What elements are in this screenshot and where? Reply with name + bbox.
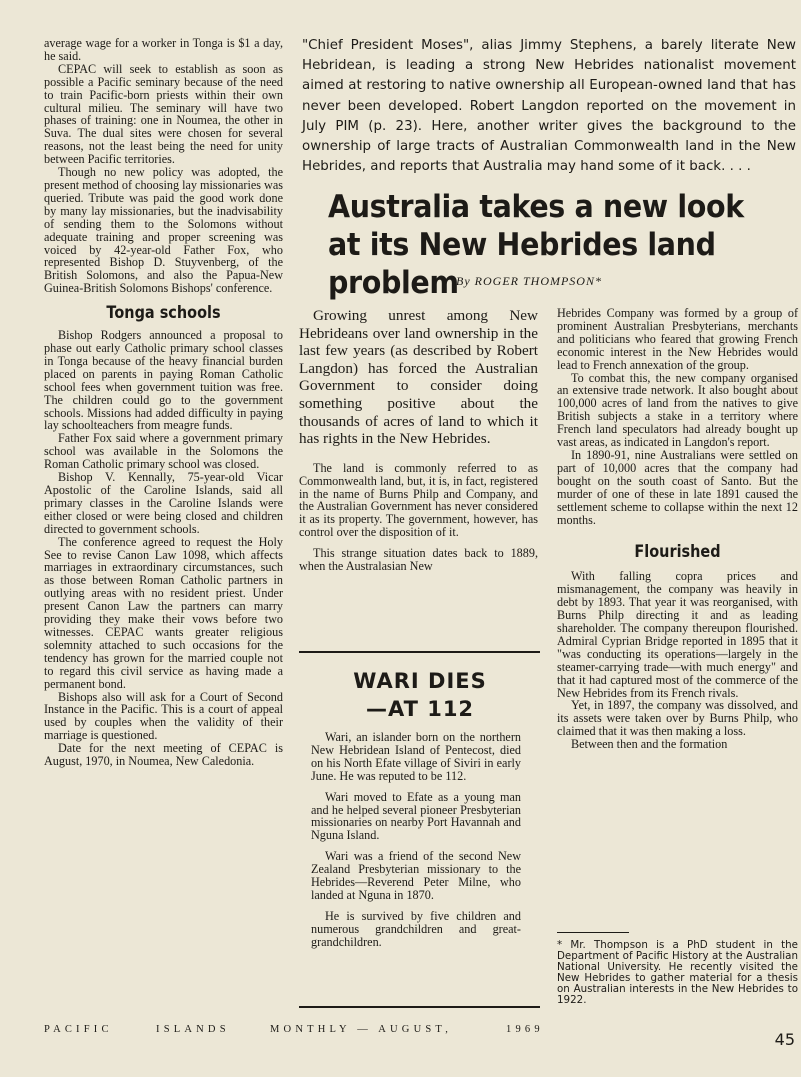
right-column-top — [557, 307, 798, 526]
article-paragraph: With falling copra prices and mismanagement, the company was heavily in debt by 1893. That year it was reorganised, with Burns Philp directing it and as leading shareholder. The company thereupon flourished. Admiral Cyprian Bridge reported in 1895 that it "was conducting its operations—largely in the steamer-carrying trade—with much energy" and that it had captured most of the commerce of the New Hebrides from its French rivals. — [557, 569, 798, 700]
wari-paragraph: Wari moved to Efate as a young man and he helped several pioneer Presbyterian missionaries on nearby Port Havannah and Nguna Island. — [311, 789, 521, 843]
wari-paragraph: Wari was a friend of the second New Zealand Presbyterian missionary to the Hebrides—Reverend Peter Milne, who landed at Nguna in 1870. — [311, 849, 521, 902]
middle-paragraphs — [299, 462, 538, 573]
article-paragraph: Yet, in 1897, the company was dissolved, and its assets were taken over by Burns Philp, who claimed that it was then making a loss. — [557, 698, 798, 739]
wari-title — [300, 667, 540, 723]
article-paragraph: To combat this, the new company organised an extensive trade network. It also bought about 100,000 acres of land from the natives to give British subjects a stake in a territory where French land speculators had already bought up vast areas, as indicated in Langdon's report. — [557, 370, 798, 450]
footer-pub-a: PACIFIC — [44, 1024, 113, 1035]
right-column — [557, 307, 798, 751]
right-column-bottom — [557, 570, 798, 751]
wari-bottom-rule — [299, 1006, 540, 1008]
left-column-bottom — [44, 329, 283, 768]
wari-paragraph: Wari, an islander born on the northern New Hebridean Island of Pentecost, died on his North Efate village of Siviri in early June. He was reputed to be 112. — [311, 730, 521, 783]
article-paragraph: This strange situation dates back to 1889, when the Australasian New — [299, 546, 538, 574]
article-paragraph: In 1890-91, nine Australians were settled on part of 10,000 acres that the company had bought on the south coast of Santo. But the murder of one of these in late 1891 caused the settlement scheme to collapse within the next 12 months. — [557, 447, 798, 527]
article-paragraph: Hebrides Company was formed by a group of prominent Australian Presbyterians, merchants and politicians who feared that growing French economic interest in the New Hebrides would lead to French annexation of the group. — [557, 306, 798, 372]
article-headline: Australia takes a new look at its New Hebrides land problem — [328, 189, 744, 301]
left-paragraph: CEPAC will seek to establish as soon as possible a Pacific seminary because of the need to train Pacific-born priests within their own cultural milieu. The seminary will have two phases of training: one in Noumea, the other in Suva. The dual sites were chosen for several reasons, not the least being the need for unity between Pacific territories. — [44, 61, 283, 167]
wari-top-rule — [299, 651, 540, 653]
left-column-top — [44, 37, 283, 295]
wari-body — [311, 731, 521, 957]
footer-pub-b: ISLANDS — [156, 1024, 230, 1035]
wari-title-line1: WARI DIES — [353, 669, 487, 693]
article-byline: By ROGER THOMPSON* — [456, 274, 602, 288]
left-paragraph: Bishops also will ask for a Court of Second Instance in the Pacific. This is a court of appeal used by couples when the validity of their marriage is questioned. — [44, 689, 283, 743]
article-kicker: "Chief President Moses", alias Jimmy Stephens, a barely literate New Hebridean, is leading a strong New Hebrides nationalist movement aimed at restoring to native ownership all European-owned land that has never been developed. Robert Langdon reported on the movement in July PIM (p. 23). Here, another writer gives the background to the ownership of large tracts of Australian Commonwealth land in the New Hebrides, and reports that Australia may hand some of it back. . . . — [302, 38, 796, 175]
left-paragraph: Though no new policy was adopted, the present method of choosing lay missionaries was queried. Tribute was paid the good work done by many lay missionaries, but the inadvisability of sending them to the Solomons without adequate training and proper screening was voiced by 42-year-old Father Fox, who represented Bishop D. Stuyvenberg, of the British Solomons, and also the Papua-New Guinea-British Solomons Bishops' conference. — [44, 165, 283, 296]
middle-column — [299, 307, 538, 581]
left-paragraph: Bishop V. Kennally, 75-year-old Vicar Apostolic of the Caroline Islands, said all primary classes in the Caroline Islands were either closed or were being closed and children directed to government schools. — [44, 470, 283, 536]
footer-pub-c: MONTHLY — AUGUST, — [270, 1024, 453, 1035]
left-paragraph: Date for the next meeting of CEPAC is August, 1970, in Noumea, New Caledonia. — [44, 741, 283, 769]
left-paragraph: Father Fox said where a government primary school was available in the Solomons the Roman Catholic primary school was closed. — [44, 431, 283, 472]
footer-year: 1969 — [506, 1024, 544, 1035]
footnote-text: * Mr. Thompson is a PhD student in the Department of Pacific History at the Australian National University. He recently visited the New Hebrides to gather material for a thesis on Australian interests in the New Hebrides to 1922. — [557, 939, 798, 1006]
wari-title-line2: —AT 112 — [365, 697, 475, 721]
left-column — [44, 37, 283, 768]
left-paragraph: average wage for a worker in Tonga is $1 a day, he said. — [44, 36, 283, 63]
left-paragraph: Bishop Rodgers announced a proposal to phase out early Catholic primary school classes in Tonga because of the heavy financial burden placed on parents in paying Roman Catholic school fees when government tuition was free. The children could go to the government schools. Missions had added difficulty in paying lay schoolteachers from meagre funds. — [44, 328, 283, 433]
subhead-flourished: Flourished — [634, 542, 721, 563]
footnote-rule — [557, 932, 629, 933]
wari-paragraph: He is survived by five children and numerous grandchildren and great-grandchildren. — [311, 908, 521, 949]
left-paragraph: The conference agreed to request the Holy See to revise Canon Law 1098, which affects marriages in extraordinary circumstances, such as those between Roman Catholic partners in outlying areas with no resident priest. Under present Canon Law the partners can marry providing they make their vows before two witnesses. CEPAC wants greater religious solemnity attached to such occasions for the tendency has grown for the married couple not to regard this civil service as having made a permanent bond. — [44, 534, 283, 691]
article-paragraph: Between then and the formation — [571, 737, 728, 752]
article-paragraph: The land is commonly referred to as Commonwealth land, but, it is, in fact, registered in the name of Burns Philp and Company, and the Australian Government has never considered it as its property. The government, however, has control over the disposition of it. — [299, 460, 538, 540]
page-number: 45 — [774, 1030, 795, 1049]
footnote — [557, 940, 798, 1006]
subhead-tonga-schools: Tonga schools — [106, 303, 221, 324]
article-lead: Growing unrest among New Hebrideans over land ownership in the last few years (as described by Robert Langdon) has forced the Australian Government to consider doing something positive about the thousands of acres of land to which it has rights in the New Hebrides. — [299, 307, 538, 448]
